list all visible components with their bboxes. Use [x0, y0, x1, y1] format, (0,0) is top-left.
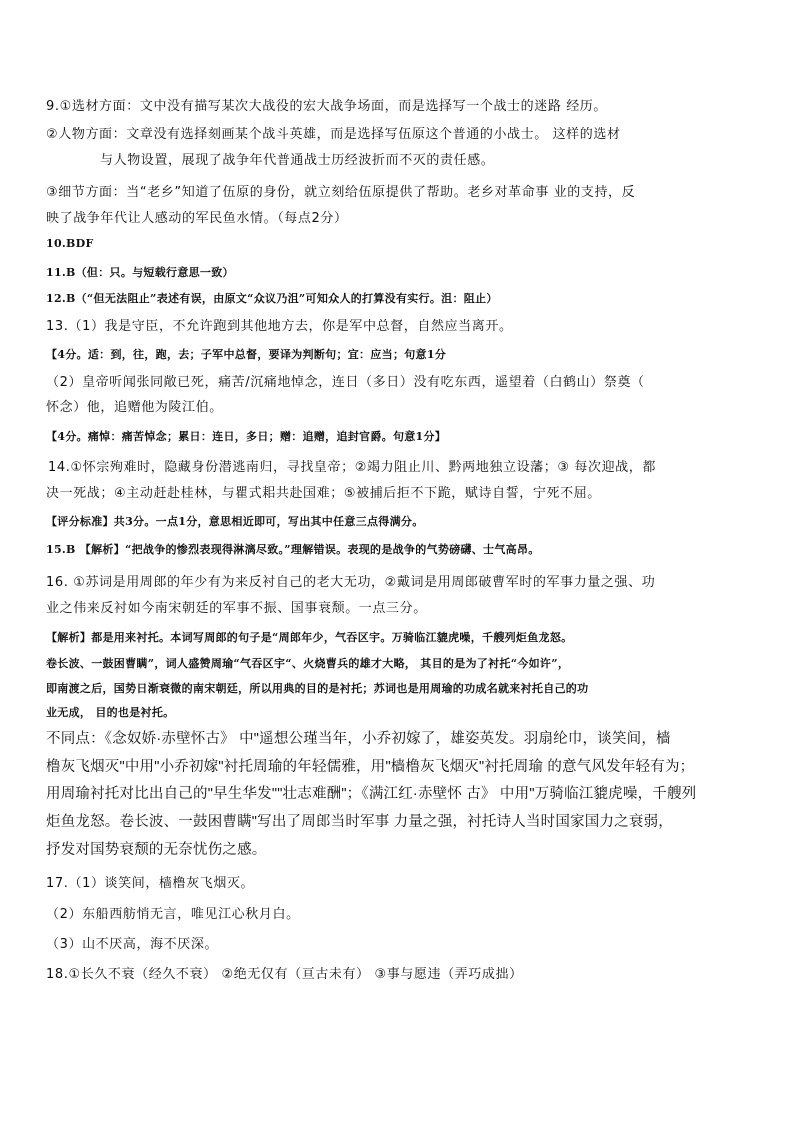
- answer-9-line-2: ②人物方面：文章没有选择刻画某个战斗英雄，而是选择写伍原这个普通的小战士。 这样的选材: [46, 127, 621, 142]
- answer-14-scoring: 【评分标准】共3分。一点1分，意思相近即可，写出其中任意三点得满分。: [46, 515, 424, 528]
- answer-13-2-scoring: 【4分。痛悼：痛苦悼念；累日：连日，多日；赠：追赠，追封官爵。句意1分】: [46, 430, 447, 443]
- answer-14-line-1: 14.①怀宗殉难时，隐藏身份潜逃南归，寻找皇帝；②竭力阻止川、黔两地独立设藩；③ 每次迎战，都: [48, 460, 656, 475]
- answer-16-line-2: 业之伟来反衬如今南宋朝廷的军事不振、国事衰颓。一点三分。: [46, 601, 427, 616]
- answer-13-1: 13.（1）我是守臣，不允许跑到其他地方去，你是军中总督，自然应当离开。: [46, 319, 513, 334]
- answer-11: 11.B（但：只。与短载行意思一致）: [46, 266, 234, 279]
- answer-17-3: （3）山不厌高，海不厌深。: [46, 937, 219, 952]
- answer-16-analysis-line-1: 【解析】都是用来衬托。本词写周郎的句子是“周郎年少，气吞区宇。万骑临江貔虎噪，千艘列炬鱼龙怒。: [46, 631, 573, 644]
- answer-9-line-5: 映了战争年代让人感动的军民鱼水情。（每点2分）: [46, 211, 348, 226]
- answer-16-diff-line-5: 抒发对国势衰颓的无奈忧伤之感。: [46, 842, 267, 858]
- answer-13-2-line-2: 怀念）他，追赠他为陵江伯。: [46, 400, 223, 415]
- answer-14-line-2: 决一死战；④主动赶赴桂林，与瞿式耜共赴国难；⑤被捕后拒不下跪，赋诗自誓，宁死不屈。: [46, 486, 601, 501]
- answer-16-line-1: 16. ①苏词是用周郎的年少有为来反衬自己的老大无功，②戴词是用周郎破曹军时的军事力量之强、功: [46, 575, 656, 590]
- answer-16-analysis-line-3: 即南渡之后，国势日渐衰微的南宋朝廷，所以用典的目的是衬托；苏词也是用周瑜的功成名就来衬托自己的功: [46, 682, 589, 695]
- answer-17-1: 17.（1）谈笑间，樯橹灰飞烟灭。: [46, 876, 255, 891]
- answer-16-diff-line-2: 橹灰飞烟灭"中用"小乔初嫁"衬托周瑜的年轻儒雅，用"樯橹灰飞烟灭"衬托周瑜 的意气风发年轻有为；: [46, 759, 695, 775]
- answer-10: 10.BDF: [46, 237, 94, 250]
- answer-12: 12.B（“但无法阻止”表述有误，由原文“众议乃沮”可知众人的打算没有实行。沮：阻止）: [46, 292, 498, 305]
- answer-13-1-scoring: 【4分。适：到，往，跑，去；子军中总督，要译为判断句；宜：应当；句意1分: [46, 348, 447, 361]
- answer-9-line-1: 9.①选材方面：文中没有描写某次大战役的宏大战争场面，而是选择写一个战士的迷路 经历。: [46, 99, 607, 114]
- answer-15: 15.B 【解析】“把战争的惨烈表现得淋漓尽致。”理解错误。表现的是战争的气势磅礴、士气高昂。: [46, 543, 540, 556]
- answer-9-line-4: ③细节方面：当“老乡”知道了伍原的身份，就立刻给伍原提供了帮助。老乡对革命事 业的支持，反: [46, 185, 636, 200]
- answer-18: 18.①长久不衰（经久不衰） ②绝无仅有（亘古未有） ③事与愿违（弄巧成拙）: [46, 967, 523, 982]
- answer-16-analysis-line-4: 业无成， 目的也是衬托。: [46, 706, 175, 719]
- answer-16-diff-line-3: 用周瑜衬托对比出自己的"早生华发""壮志难酬"；《满江红·赤壁怀 古》 中用"万骑临江貔虎噪，千艘列: [46, 786, 697, 802]
- answer-16-diff-line-1: 不同点：《念奴娇·赤壁怀古》 中"遥想公瑾当年，小乔初嫁了，雄姿英发。羽扇纶巾，谈笑间，樯: [46, 731, 671, 747]
- answer-16-diff-line-4: 炬鱼龙怒。卷长波、一鼓困曹瞒"写出了周郎当时军事 力量之强，衬托诗人当时国家国力之衰弱，: [46, 814, 673, 830]
- answer-16-analysis-line-2: 卷长波、一鼓困曹瞒”，词人盛赞周瑜“气吞区宇“、火烧曹兵的雄才大略， 其目的是为了衬托“今如许”，: [46, 657, 570, 670]
- answer-17-2: （2）东船西舫悄无言，唯见江心秋月白。: [46, 907, 300, 922]
- answer-9-line-3: 与人物设置，展现了战争年代普通战士历经波折而不灭的责任感。: [100, 153, 495, 168]
- answer-13-2-line-1: （2）皇帝听闻张同敞已死，痛苦/沉痛地悼念，连日（多日）没有吃东西，遥望着（白鹤山）祭奠（: [46, 375, 645, 390]
